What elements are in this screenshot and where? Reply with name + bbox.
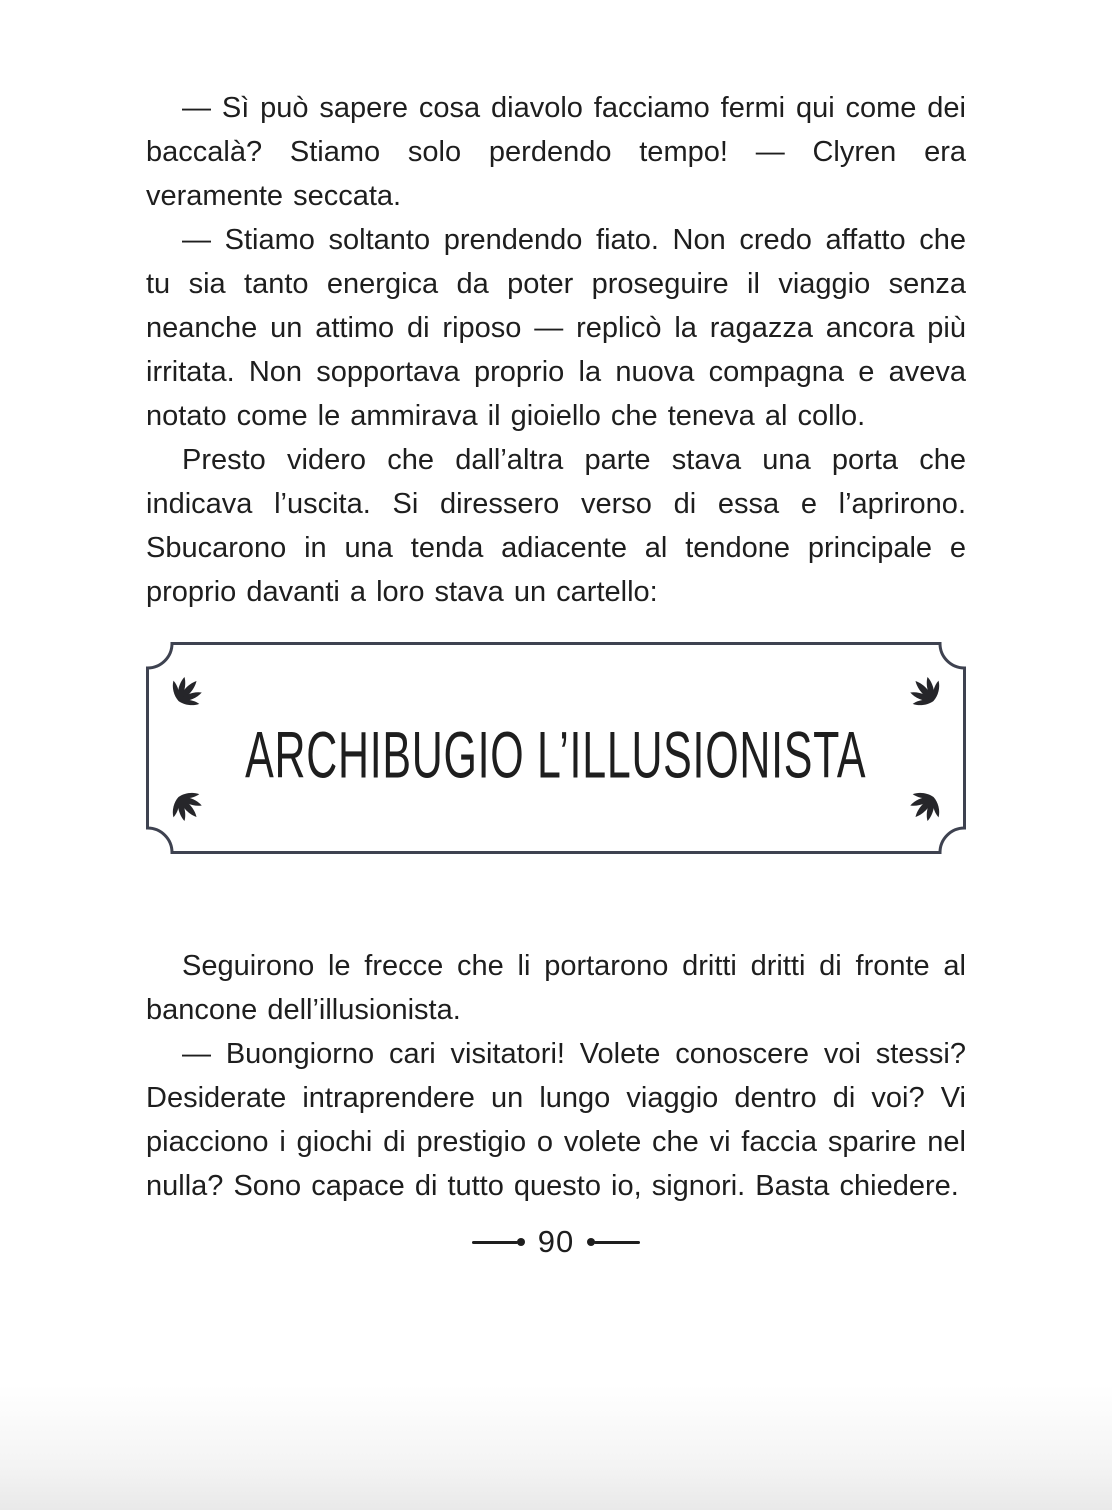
illusionist-sign [146, 642, 966, 854]
paragraph: Seguirono le frecce che li portarono dritti dritti di fronte al bancone dell’illusionista. [146, 950, 966, 1026]
page-number: 90 [537, 1224, 575, 1259]
sign-title: ARCHIBUGIO L’ILLUSIONISTA [245, 717, 867, 793]
sign-title-container [146, 642, 966, 854]
paragraph: — Sì può sapere cosa diavolo facciamo fermi qui come dei baccalà? Stiamo solo perdendo tempo! — Clyren era veramente seccata. [146, 92, 966, 212]
paragraph: — Buongiorno cari visitatori! Volete conoscere voi stessi? Desiderate intraprendere un lungo viaggio dentro di voi? Vi piacciono i giochi di prestigio o volete che vi faccia sparire nel nulla? Sono capace di tutto questo io, signori. Basta chiedere. [146, 1038, 966, 1202]
paragraph: Presto videro che dall’altra parte stava una porta che indicava l’uscita. Si diressero verso di essa e l’aprirono. Sbucarono in una tenda adiacente al tendone principale e proprio davanti a loro stava un cartello: [146, 444, 966, 608]
dash-dot-pointer-icon [472, 1238, 525, 1246]
dot-dash-pointer-icon [587, 1238, 640, 1246]
paragraph: — Stiamo soltanto prendendo fiato. Non credo affatto che tu sia tanto energica da poter proseguire il viaggio senza neanche un attimo di riposo — replicò la ragazza ancora più irritata. Non sopportava proprio la nuova compagna e aveva notato come le ammirava il gioiello che teneva al collo. [146, 224, 966, 432]
page-footer [146, 1224, 966, 1260]
page-edge-shadow [0, 1385, 1112, 1510]
